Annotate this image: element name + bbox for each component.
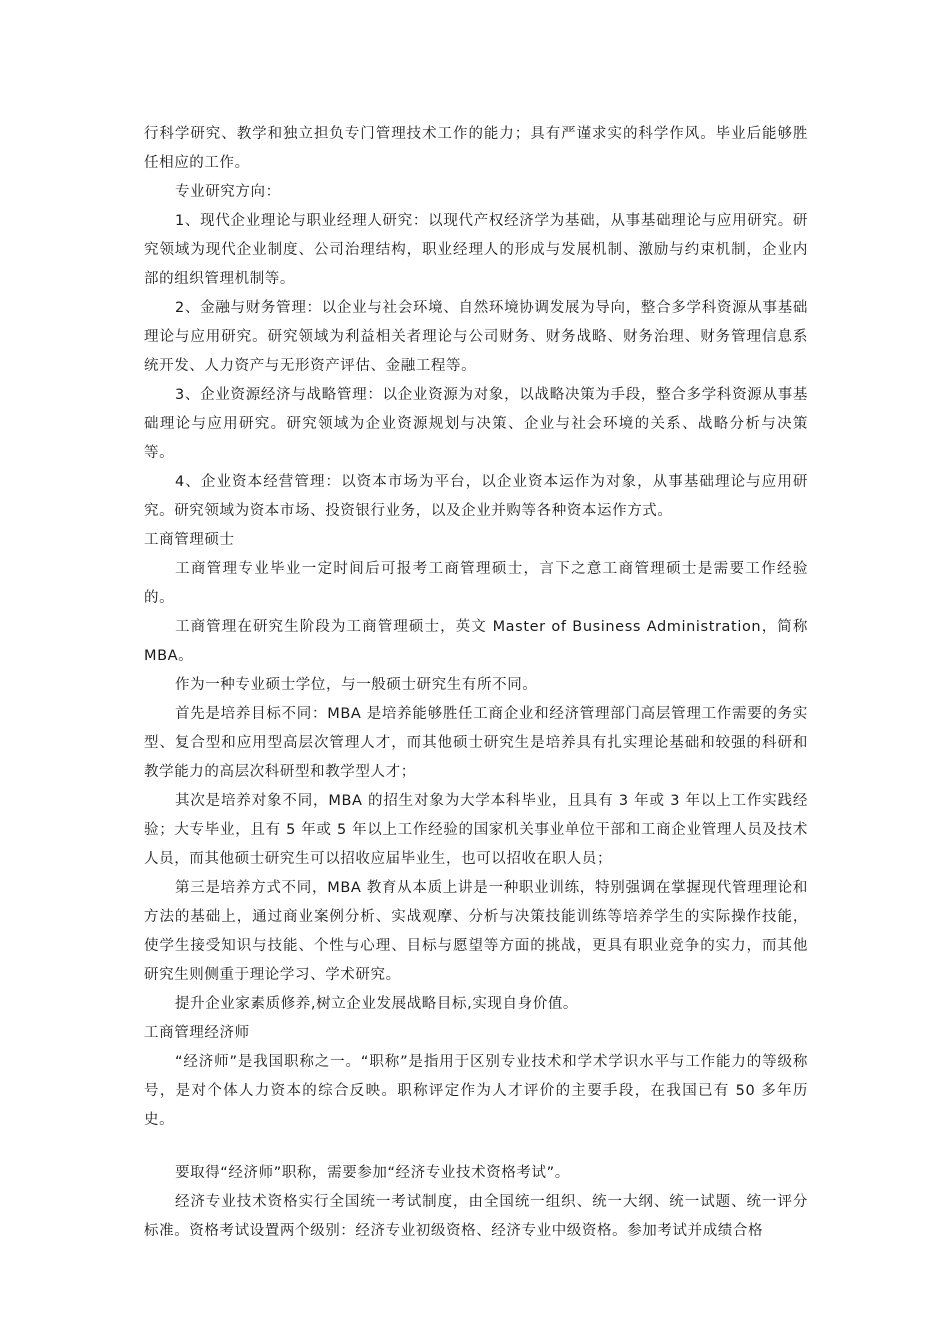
paragraph-direction-1: 1、现代企业理论与职业经理人研究：以现代产权经济学为基础，从事基础理论与应用研究。研究领域为现代企业制度、公司治理结构，职业经理人的形成与发展机制、激励与约束机制，企业内部的组织管理机制等。 <box>144 213 808 287</box>
heading-research-directions: 专业研究方向： <box>175 184 281 200</box>
paragraph-mba-value: 提升企业家素质修养,树立企业发展战略目标,实现自身价值。 <box>175 996 579 1012</box>
paragraph-mba-target: 其次是培养对象不同，MBA 的招生对象为大学本科毕业，且具有 3 年或 3 年以上工作实践经验；大专毕业，且有 5 年或 5 年以上工作经验的国家机关事业单位干部和工商企业管理人员及技术人员，而其他硕士研究生可以招收应届毕业生，也可以招收在职人员； <box>144 793 808 867</box>
paragraph-mba-difference: 作为一种专业硕士学位，与一般硕士研究生有所不同。 <box>175 677 538 693</box>
paragraph-mba-method: 第三是培养方式不同，MBA 教育从本质上讲是一种职业训练，特别强调在掌握现代管理理论和方法的基础上，通过商业案例分析、实战观摩、分析与决策技能训练等培养学生的实际操作技能，使学生接受知识与技能、个性与心理、目标与愿望等方面的挑战，更具有职业竞争的实力，而其他研究生则侧重于理论学习、学术研究。 <box>144 880 808 983</box>
paragraph-direction-3: 3、企业资源经济与战略管理：以企业资源为对象，以战略决策为手段，整合多学科资源从事基础理论与应用研究。研究领域为企业资源规划与决策、企业与社会环境的关系、战略分析与决策等。 <box>144 387 808 461</box>
paragraph-economist-exam: 要取得“经济师”职称，需要参加“经济专业技术资格考试”。 <box>175 1165 570 1181</box>
paragraph-mba-intro: 工商管理专业毕业一定时间后可报考工商管理硕士，言下之意工商管理硕士是需要工作经验的。 <box>144 561 808 606</box>
paragraph-economist-system: 经济专业技术资格实行全国统一考试制度，由全国统一组织、统一大纲、统一试题、统一评分标准。资格考试设置两个级别：经济专业初级资格、经济专业中级资格。参加考试并成绩合格 <box>144 1194 808 1239</box>
paragraph-direction-2: 2、金融与财务管理：以企业与社会环境、自然环境协调发展为导向，整合多学科资源从事基础理论与应用研究。研究领域为利益相关者理论与公司财务、财务战略、财务治理、财务管理信息系统开发、人力资产与无形资产评估、金融工程等。 <box>144 300 808 374</box>
document-body <box>144 120 808 1246</box>
paragraph-economist-title: “经济师”是我国职称之一。“职称”是指用于区别专业技术和学术学识水平与工作能力的等级称号，是对个体人力资本的综合反映。职称评定作为人才评价的主要手段，在我国已有 50 多年历史。 <box>144 1054 808 1128</box>
paragraph-mba-goal: 首先是培养目标不同：MBA 是培养能够胜任工商企业和经济管理部门高层管理工作需要的务实型、复合型和应用型高层次管理人才，而其他硕士研究生是培养具有扎实理论基础和较强的科研和教学能力的高层次科研型和教学型人才； <box>144 706 808 780</box>
paragraph-spacer <box>144 1135 808 1159</box>
paragraph-mba-english: 工商管理在研究生阶段为工商管理硕士，英文 Master of Business Administration，简称 MBA。 <box>144 619 808 664</box>
heading-economist: 工商管理经济师 <box>144 1025 250 1041</box>
paragraph-direction-4: 4、企业资本经营管理：以资本市场为平台，以企业资本运作为对象，从事基础理论与应用研究。研究领域为资本市场、投资银行业务，以及企业并购等各种资本运作方式。 <box>144 474 808 519</box>
paragraph-intro-continuation: 行科学研究、教学和独立担负专门管理技术工作的能力；具有严谨求实的科学作风。毕业后能够胜任相应的工作。 <box>144 126 808 171</box>
heading-mba: 工商管理硕士 <box>144 532 235 548</box>
